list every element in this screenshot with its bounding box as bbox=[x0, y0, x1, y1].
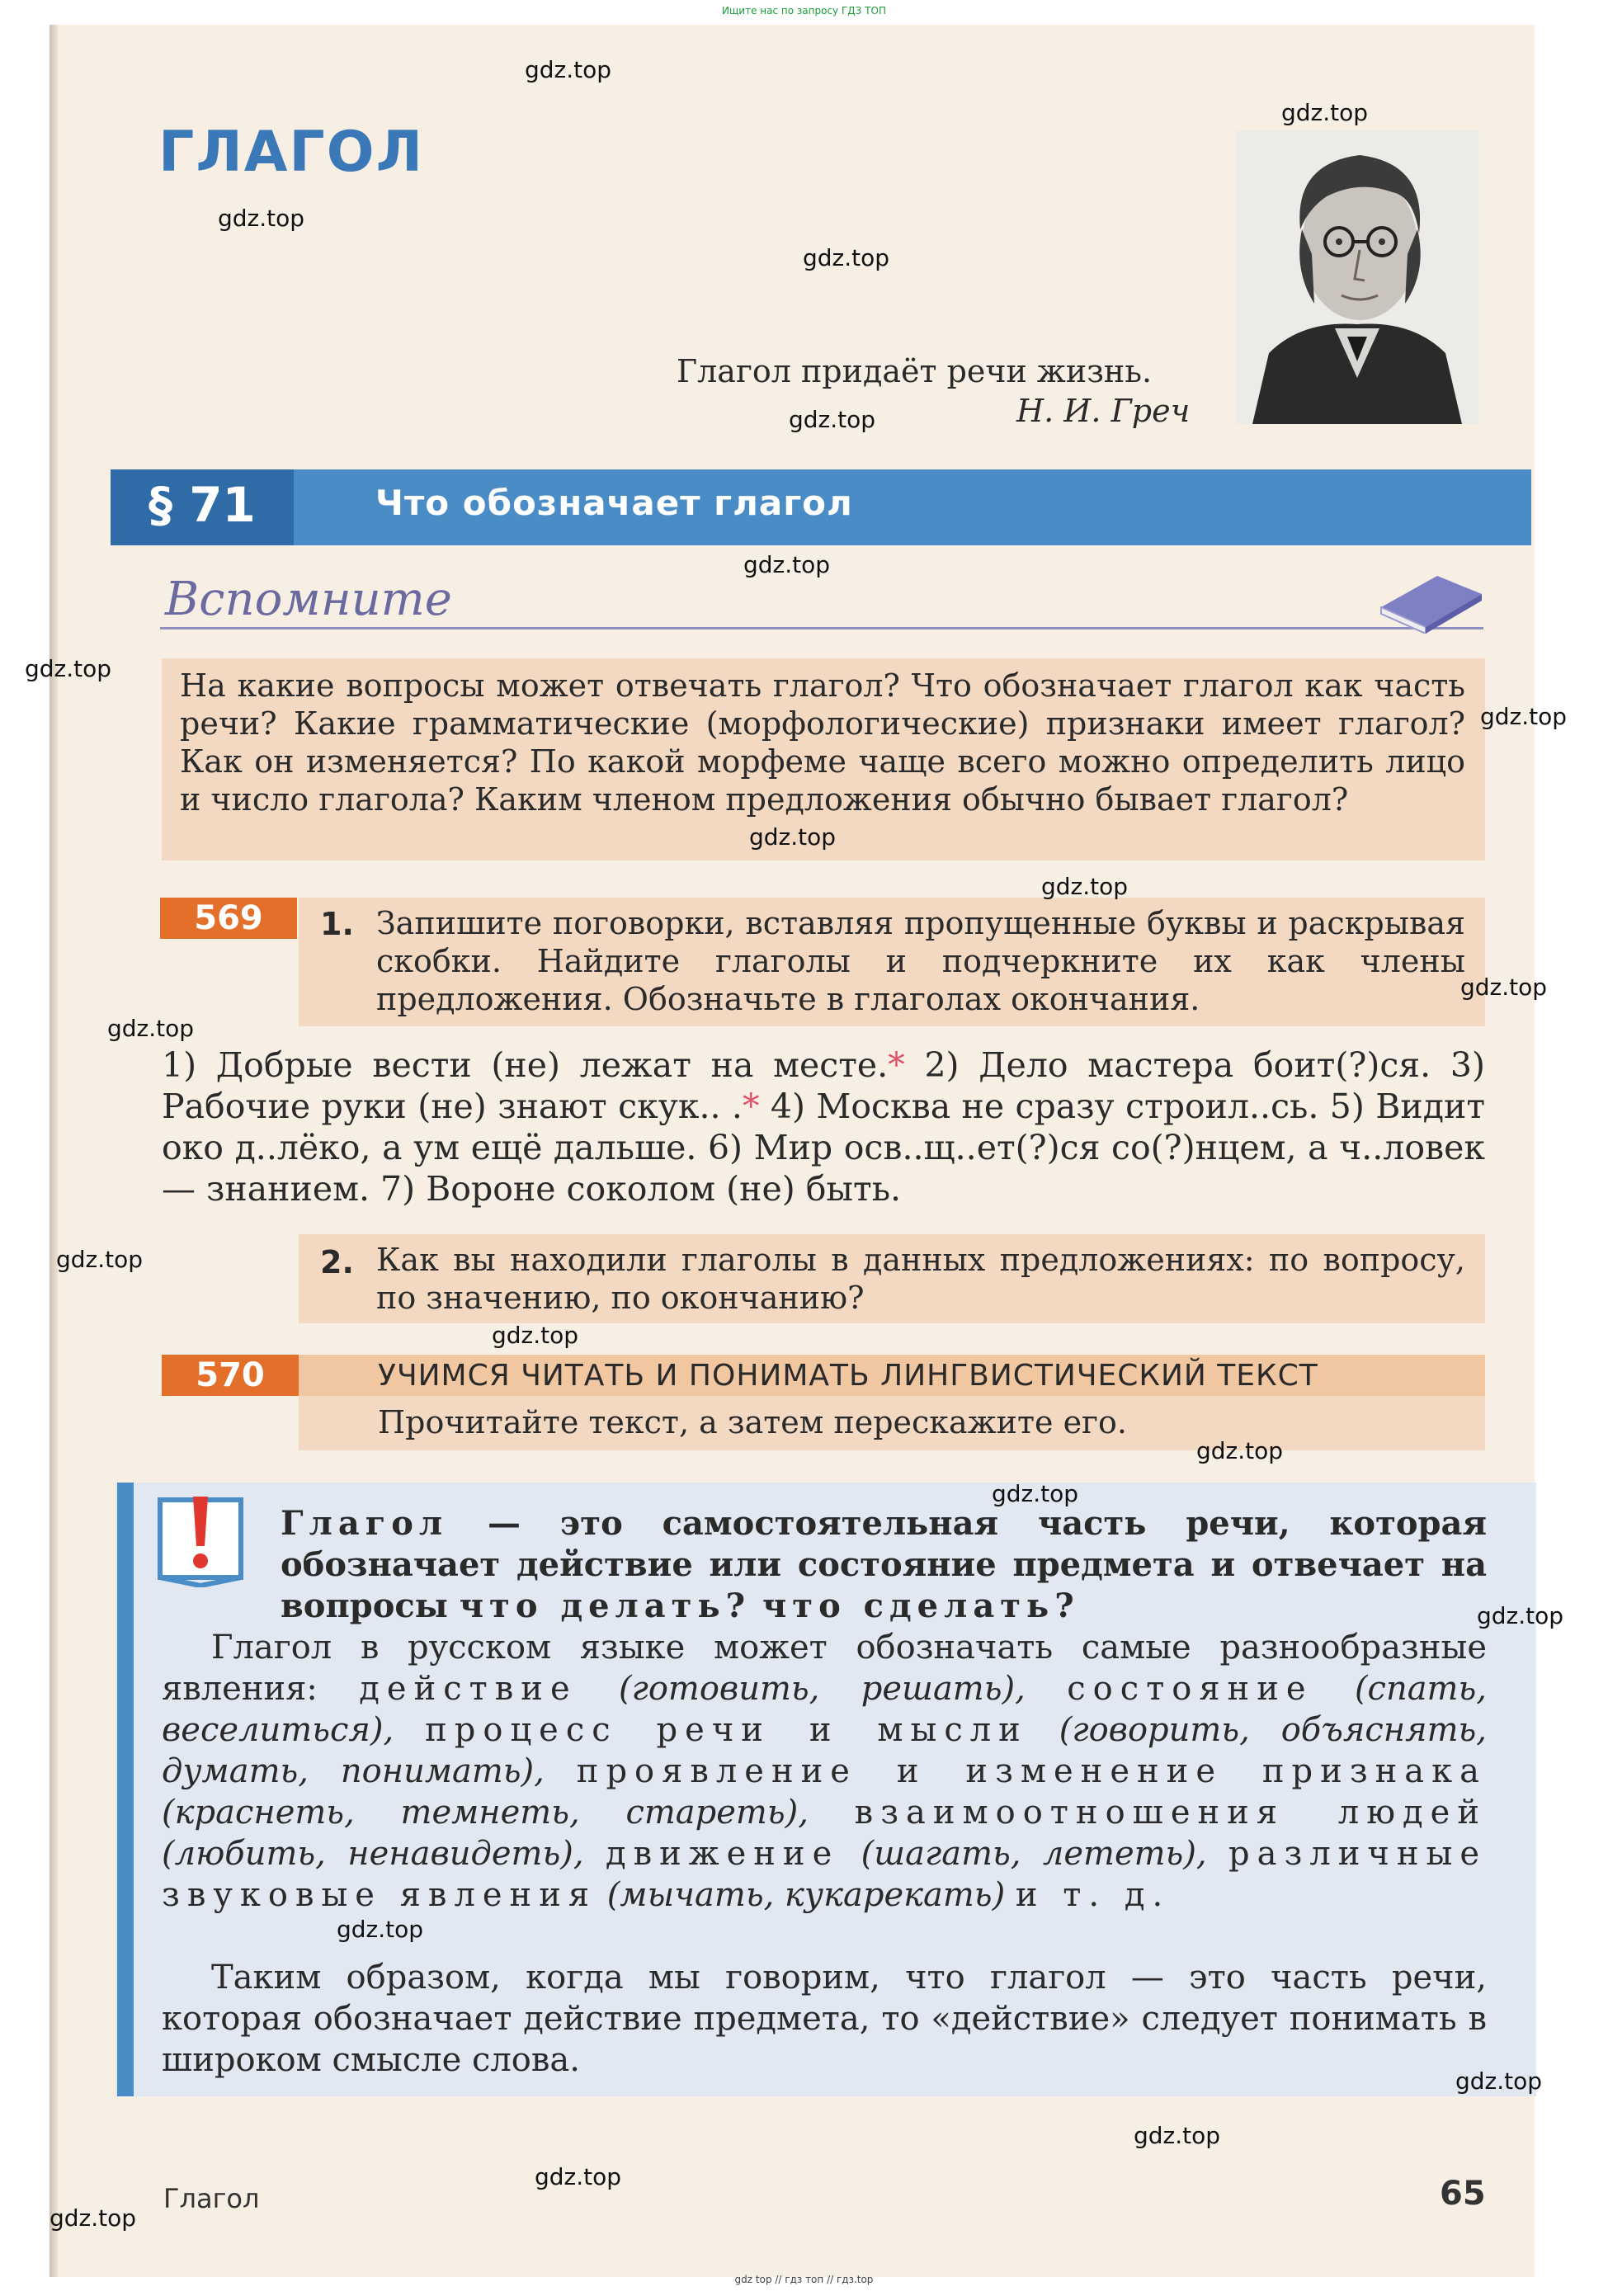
category-speech-thought: процесс речи и мысли bbox=[425, 1711, 1028, 1749]
exercise-570-text: Прочитайте текст, а затем перескажите его. bbox=[378, 1404, 1127, 1440]
footer-section-name: Глагол bbox=[163, 2183, 260, 2214]
watermark: gdz.top bbox=[743, 551, 831, 578]
category-sounds: различные звуковые явления bbox=[162, 1835, 1487, 1914]
section-number: § 71 bbox=[149, 477, 256, 533]
section-title: Что обозначает глагол bbox=[375, 483, 853, 523]
examples-sounds: (мычать, кукарекать) bbox=[597, 1876, 1016, 1914]
rule-term: Глагол bbox=[281, 1504, 449, 1543]
rule-definition bbox=[281, 1503, 1487, 1627]
star-mark: * bbox=[888, 1045, 905, 1085]
exercise-569-task1-text: Запишите поговорки, вставляя пропущенные буквы и раскрывая скобки. Найдите глаголы и подчеркните их как члены предложения. Обозначьте в глаголах окончания. bbox=[376, 905, 1465, 1017]
watermark: gdz.top bbox=[1460, 974, 1548, 1001]
examples-state: (спать, веселиться), bbox=[162, 1670, 1487, 1749]
watermark: gdz.top bbox=[1477, 1602, 1564, 1629]
examples-motion: (шагать, лететь), bbox=[839, 1835, 1229, 1873]
examples-attribute-change: (краснеть, темнеть, стареть), bbox=[162, 1794, 855, 1832]
epigraph-quote: Глагол придаёт речи жизнь. bbox=[677, 353, 1153, 389]
rule-paragraph-2: Таким образом, когда мы говорим, что глагол — это часть речи, которая обозначает действие предмета, то «действие» следует понимать в широком смысле слова. bbox=[162, 1959, 1487, 2079]
portrait-greech bbox=[1236, 130, 1478, 424]
category-etc: и т. д. bbox=[1015, 1876, 1171, 1914]
exercise-569-task2-text: Как вы находили глаголы в данных предложениях: по вопросу, по значению, по окончанию? bbox=[376, 1242, 1465, 1316]
rule-p1-intro: Глагол в русском языке может обозначать самые разнообразные явления: bbox=[162, 1629, 1487, 1708]
exercise-569-proverbs bbox=[162, 1044, 1485, 1209]
rule-definition-body: — это самостоятельная часть речи, которая обозначает действие или состояние предмета и отвечает на вопросы bbox=[281, 1504, 1487, 1625]
watermark: gdz.top bbox=[1480, 703, 1568, 730]
exclamation-icon bbox=[157, 1493, 244, 1587]
rule-panel-stripe bbox=[117, 1483, 134, 2096]
category-motion: движение bbox=[605, 1835, 840, 1873]
watermark: gdz.top bbox=[525, 56, 612, 83]
rule-question-2: что сделать? bbox=[762, 1586, 1080, 1625]
watermark: gdz.top bbox=[1134, 2122, 1221, 2149]
watermark: gdz.top bbox=[1455, 2067, 1543, 2095]
watermark: gdz.top bbox=[1281, 99, 1369, 126]
watermark: gdz.top bbox=[337, 1916, 424, 1943]
rule-question-1: что делать? bbox=[459, 1586, 752, 1625]
portrait-illustration bbox=[1236, 130, 1478, 424]
bottom-notice[interactable]: gdz top // гдз топ // гдз.top bbox=[734, 2274, 874, 2285]
watermark: gdz.top bbox=[789, 406, 876, 433]
category-action: действие bbox=[359, 1670, 578, 1708]
rule-question-separator bbox=[751, 1586, 762, 1625]
category-attribute-change: проявление и изменение признака bbox=[576, 1752, 1487, 1790]
proverb-text-3: 4) Москва не сразу строил..сь. 5) Видит око д..лёко, а ум ещё дальше. 6) Мир осв..щ..ет(?)ся со(?)нцем, а ч..ловек — знанием. 7) Вороне соколом (не) быть. bbox=[162, 1087, 1486, 1209]
watermark: gdz.top bbox=[218, 205, 305, 232]
examples-relationships: (любить, ненавидеть), bbox=[162, 1835, 606, 1873]
proverb-text-2: 2) Дело мастера боит(?)ся. 3) Рабочие руки (не) знают скук.. . bbox=[162, 1045, 1485, 1126]
exercise-570-badge: 570 bbox=[162, 1355, 299, 1396]
watermark: gdz.top bbox=[25, 655, 112, 682]
page-number: 65 bbox=[1440, 2175, 1486, 2213]
watermark: gdz.top bbox=[749, 823, 837, 851]
star-mark: * bbox=[742, 1087, 760, 1126]
book-icon bbox=[1376, 569, 1485, 634]
watermark: gdz.top bbox=[1041, 873, 1129, 900]
watermark: gdz.top bbox=[492, 1322, 579, 1349]
top-notice[interactable]: Ищите нас по запросу ГДЗ ТОП bbox=[722, 5, 886, 17]
watermark: gdz.top bbox=[535, 2163, 622, 2190]
exercise-569-badge: 569 bbox=[160, 898, 297, 939]
watermark: gdz.top bbox=[1196, 1437, 1284, 1464]
examples-action: (готовить, решать), bbox=[577, 1670, 1068, 1708]
remember-questions: На какие вопросы может отвечать глагол? Что обозначает глагол как часть речи? Какие грамматические (морфологические) признаки имеет глагол? Как он изменяется? По какой морфеме чаще всего можно определить лицо и число глагола? Каким членом предложения обычно бывает глагол? bbox=[180, 667, 1465, 818]
watermark: gdz.top bbox=[107, 1015, 195, 1042]
exercise-569-task2-number: 2. bbox=[320, 1244, 354, 1280]
page-spine-shadow bbox=[50, 25, 58, 2277]
watermark: gdz.top bbox=[992, 1480, 1079, 1507]
exercise-570-heading: УЧИМСЯ ЧИТАТЬ И ПОНИМАТЬ ЛИНГВИСТИЧЕСКИЙ ТЕКСТ bbox=[378, 1359, 1318, 1393]
exercise-569-task1-number: 1. bbox=[320, 906, 354, 942]
watermark: gdz.top bbox=[56, 1246, 144, 1273]
category-state: состояние bbox=[1067, 1670, 1313, 1708]
rule-paragraph-1 bbox=[162, 1627, 1487, 1916]
proverb-text-1: 1) Добрые вести (не) лежат на месте. bbox=[162, 1045, 889, 1085]
watermark: gdz.top bbox=[50, 2204, 137, 2232]
watermark: gdz.top bbox=[803, 244, 890, 271]
remember-underline bbox=[160, 627, 1483, 629]
epigraph-author: Н. И. Греч bbox=[1016, 393, 1191, 429]
chapter-title: ГЛАГОЛ bbox=[158, 120, 425, 185]
examples-speech-thought: (говорить, объяснять, думать, понимать), bbox=[162, 1711, 1488, 1790]
category-relationships: взаимоотношения людей bbox=[854, 1794, 1487, 1832]
remember-heading: Вспомните bbox=[165, 573, 452, 626]
